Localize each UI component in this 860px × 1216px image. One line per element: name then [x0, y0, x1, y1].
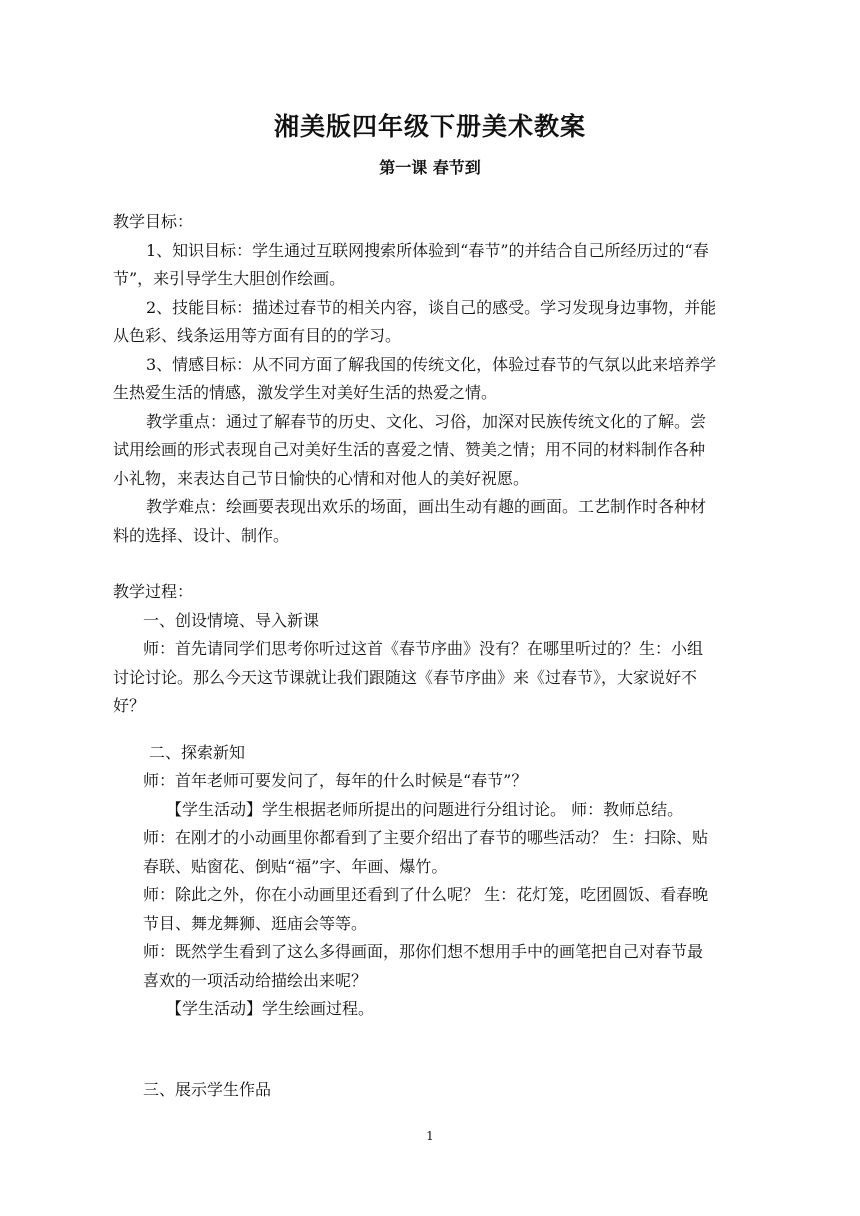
section-2-title: 二、探索新知: [149, 742, 246, 762]
section-3-title: 三、展示学生作品: [143, 1079, 272, 1099]
knowledge-objective-line-1: 1、知识目标：学生通过互联网搜索所体验到“春节”的并结合自己所经历过的“春: [146, 240, 709, 260]
emotion-objective-line-2: 生热爱生活的情感，激发学生对美好生活的热爱之情。: [113, 383, 498, 402]
section-2-line-9: 【学生活动】学生绘画过程。: [166, 999, 375, 1018]
process-section: [113, 578, 753, 1104]
section-2-line-3: 师：在刚才的小动画里你都看到了主要介绍出了春节的哪些活动？ 生：扫除、贴: [143, 828, 709, 847]
teaching-difficulty-line-1: 教学难点：绘画要表现出欢乐的场面，画出生动有趣的画面。工艺制作时各种材: [146, 497, 707, 516]
teaching-focus-line-1: 教学重点：通过了解春节的历史、文化、习俗，加深对民族传统文化的了解。尝: [146, 411, 707, 431]
page-number: 1: [426, 1129, 434, 1143]
process-heading: 教学过程：: [113, 582, 194, 601]
teaching-difficulty-line-2: 料的选择、设计、制作。: [113, 525, 290, 545]
knowledge-objective-line-2: 节”，来引导学生大胆创作绘画。: [113, 269, 346, 288]
teaching-focus-line-3: 小礼物，来表达自己节日愉快的心情和对他人的美好祝愿。: [113, 468, 530, 488]
emotion-objective-line-1: 3、情感目标：从不同方面了解我国的传统文化，体验过春节的气氛以此来培养学: [146, 354, 717, 374]
section-2-line-1: 师：首年老师可要发问了，每年的什么时候是“春节”？: [143, 771, 528, 790]
objectives-heading: 教学目标：: [113, 212, 194, 231]
section-1-line-3: 好？: [113, 696, 146, 715]
section-1-line-1: 师：首先请同学们思考你听过这首《春节序曲》没有？在哪里听过的？生：小组: [143, 639, 704, 658]
teaching-focus-line-2: 试用绘画的形式表现自己对美好生活的喜爱之情、赞美之情；用不同的材料制作各种: [113, 440, 706, 459]
section-2-line-8: 喜欢的一项活动给描绘出来呢？: [143, 970, 368, 990]
section-1-line-2: 讨论讨论。那么今天这节课就让我们跟随这《春节序曲》来《过春节》，大家说好不: [113, 667, 698, 687]
section-2-line-2: 【学生活动】学生根据老师所提出的问题进行分组讨论。 师：教师总结。: [166, 799, 684, 819]
skill-objective-line-2: 从色彩、线条运用等方面有目的的学习。: [113, 326, 402, 345]
section-1-title: 一、创设情境、导入新课: [143, 610, 320, 630]
section-2-line-5: 师：除此之外，你在小动画里还看到了什么呢？ 生：花灯笼，吃团圆饭、看春晚: [143, 885, 709, 904]
document-title: 湘美版四年级下册美术教案: [273, 112, 586, 141]
objectives-section: [113, 208, 753, 550]
lesson-subtitle: 第一课 春节到: [379, 158, 481, 177]
section-2-line-4: 春联、贴窗花、倒贴“福”字、年画、爆竹。: [143, 856, 448, 876]
section-2-line-7: 师：既然学生看到了这么多得画面，那你们想不想用手中的画笔把自己对春节最: [143, 942, 704, 961]
section-2-line-6: 节目、舞龙舞狮、逛庙会等等。: [143, 913, 368, 933]
skill-objective-line-1: 2、技能目标：描述过春节的相关内容，谈自己的感受。学习发现身边事物，并能: [146, 297, 717, 317]
